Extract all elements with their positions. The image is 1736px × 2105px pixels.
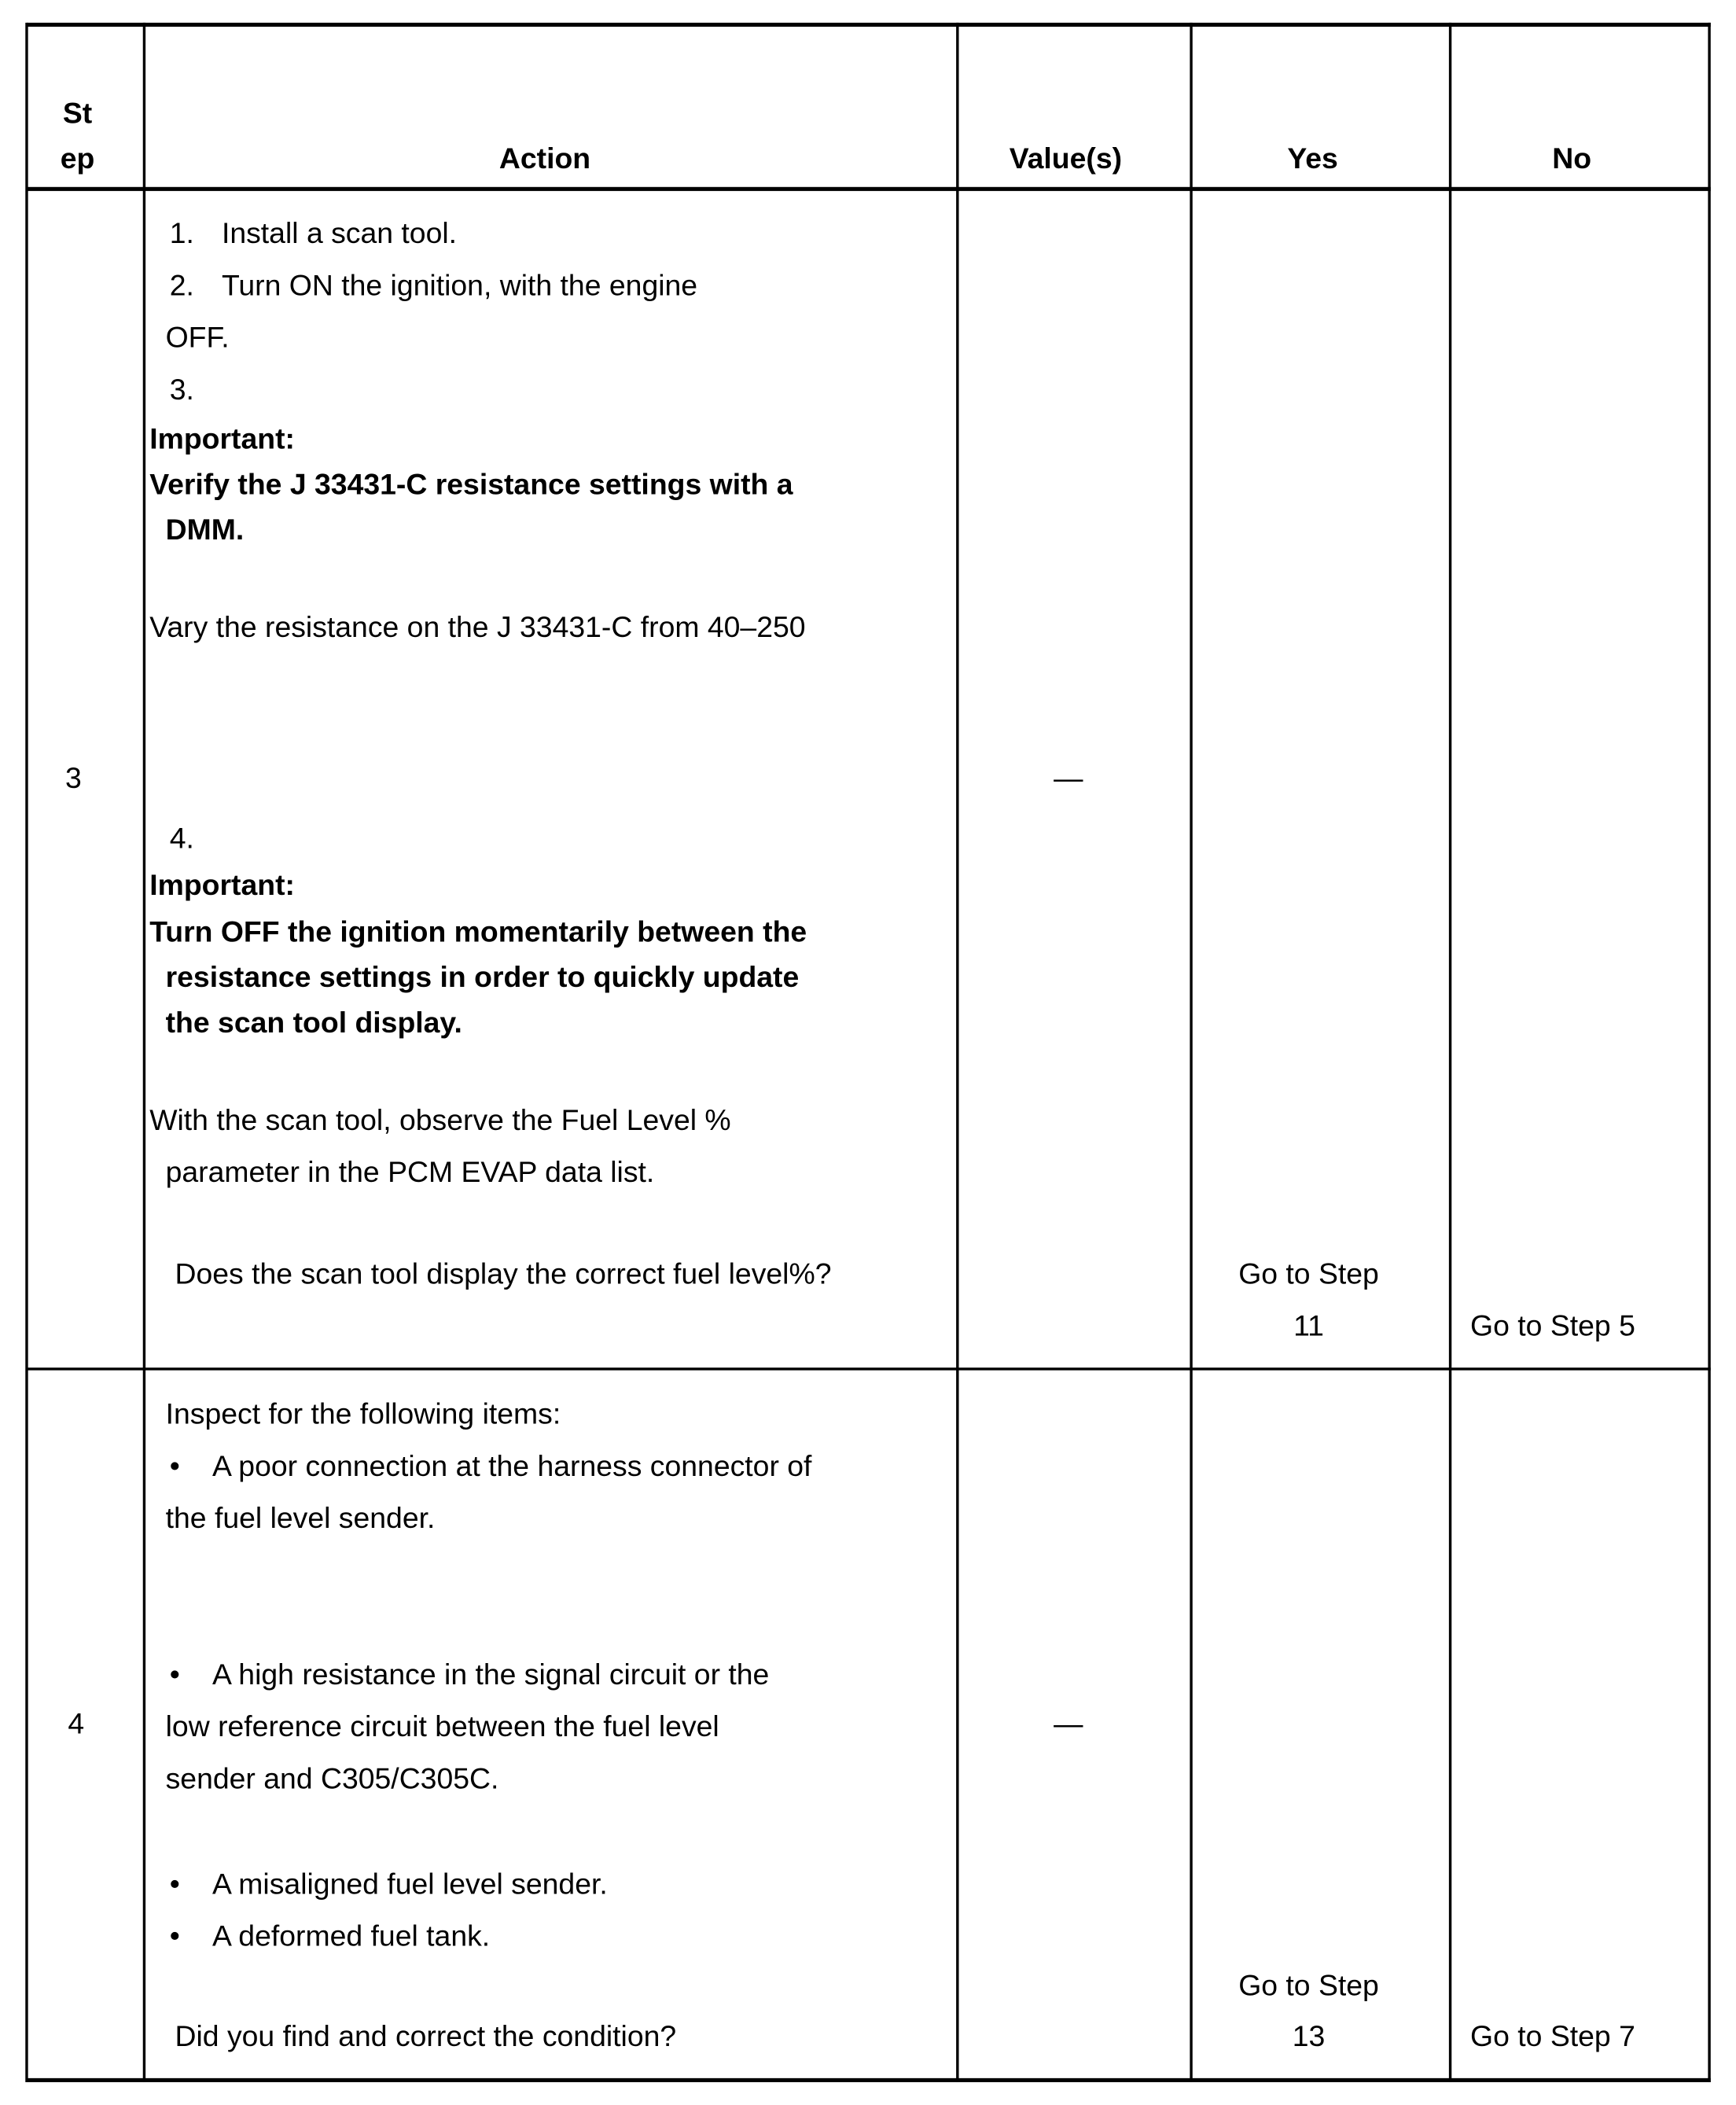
important-note-cont: resistance settings in order to quickly update (165, 960, 800, 994)
no-goto: Go to Step 7 (1470, 2019, 1635, 2053)
action-step: Turn ON the ignition, with the engine (221, 268, 698, 302)
important-note: Verify the J 33431-C resistance settings with a (149, 467, 793, 501)
bullet-item: A misaligned fuel level sender. (212, 1867, 608, 1901)
action-step: Vary the resistance on the J 33431-C from 40–250 (149, 610, 806, 644)
important-note-cont: the scan tool display. (165, 1005, 462, 1040)
column-divider (1190, 23, 1192, 2082)
bullet: • (169, 1919, 180, 1953)
header-action: Action (498, 142, 591, 175)
step-number: 3 (65, 761, 82, 795)
important-note-cont: DMM. (165, 513, 245, 546)
important-label: Important: (149, 868, 295, 902)
header-step: St (62, 96, 93, 130)
row-divider (27, 1367, 1711, 1370)
column-divider (1708, 23, 1710, 2082)
yes-goto-step: 13 (1292, 2019, 1326, 2053)
yes-goto: Go to Step (1238, 1257, 1379, 1290)
bullet: • (169, 1657, 180, 1691)
column-divider (1449, 23, 1451, 2082)
yes-goto-step: 11 (1293, 1308, 1324, 1342)
header-no: No (1552, 142, 1592, 175)
bullet-item-cont: the fuel level sender. (165, 1501, 436, 1535)
action-step-cont: parameter in the PCM EVAP data list. (165, 1155, 655, 1189)
action-step-cont: OFF. (165, 320, 230, 355)
step-number: 4 (68, 1706, 85, 1741)
list-number: 3. (169, 372, 194, 407)
header-divider (27, 187, 1711, 191)
bullet-item: A high resistance in the signal circuit or the (212, 1657, 770, 1691)
question: Does the scan tool display the correct fuel level%? (175, 1257, 832, 1290)
column-divider (25, 23, 28, 2082)
value-cell: — (1054, 1706, 1083, 1741)
question: Did you find and correct the condition? (175, 2019, 677, 2053)
table-border-bottom (27, 2078, 1711, 2082)
action-intro: Inspect for the following items: (165, 1397, 561, 1431)
list-number: 2. (169, 268, 194, 302)
list-number: 1. (169, 216, 194, 250)
bullet-item-cont: sender and C305/C305C. (165, 1761, 499, 1795)
important-label: Important: (149, 421, 295, 456)
header-values: Value(s) (1009, 142, 1123, 175)
column-divider (143, 23, 145, 2082)
bullet-item: A deformed fuel tank. (212, 1919, 491, 1953)
header-yes: Yes (1287, 142, 1338, 175)
list-number: 4. (169, 821, 194, 856)
header-step-cont: ep (60, 142, 95, 175)
column-divider (956, 23, 958, 2082)
important-note: Turn OFF the ignition momentarily between the (149, 914, 807, 948)
action-step: With the scan tool, observe the Fuel Level % (149, 1102, 731, 1137)
value-cell: — (1054, 761, 1083, 795)
no-goto: Go to Step 5 (1470, 1308, 1635, 1342)
bullet: • (169, 1448, 180, 1483)
table-border-top (27, 23, 1711, 27)
bullet: • (169, 1867, 180, 1901)
yes-goto: Go to Step (1238, 1968, 1379, 2003)
bullet-item-cont: low reference circuit between the fuel level (165, 1709, 719, 1743)
bullet-item: A poor connection at the harness connector of (212, 1448, 812, 1483)
action-step: Install a scan tool. (221, 216, 458, 250)
